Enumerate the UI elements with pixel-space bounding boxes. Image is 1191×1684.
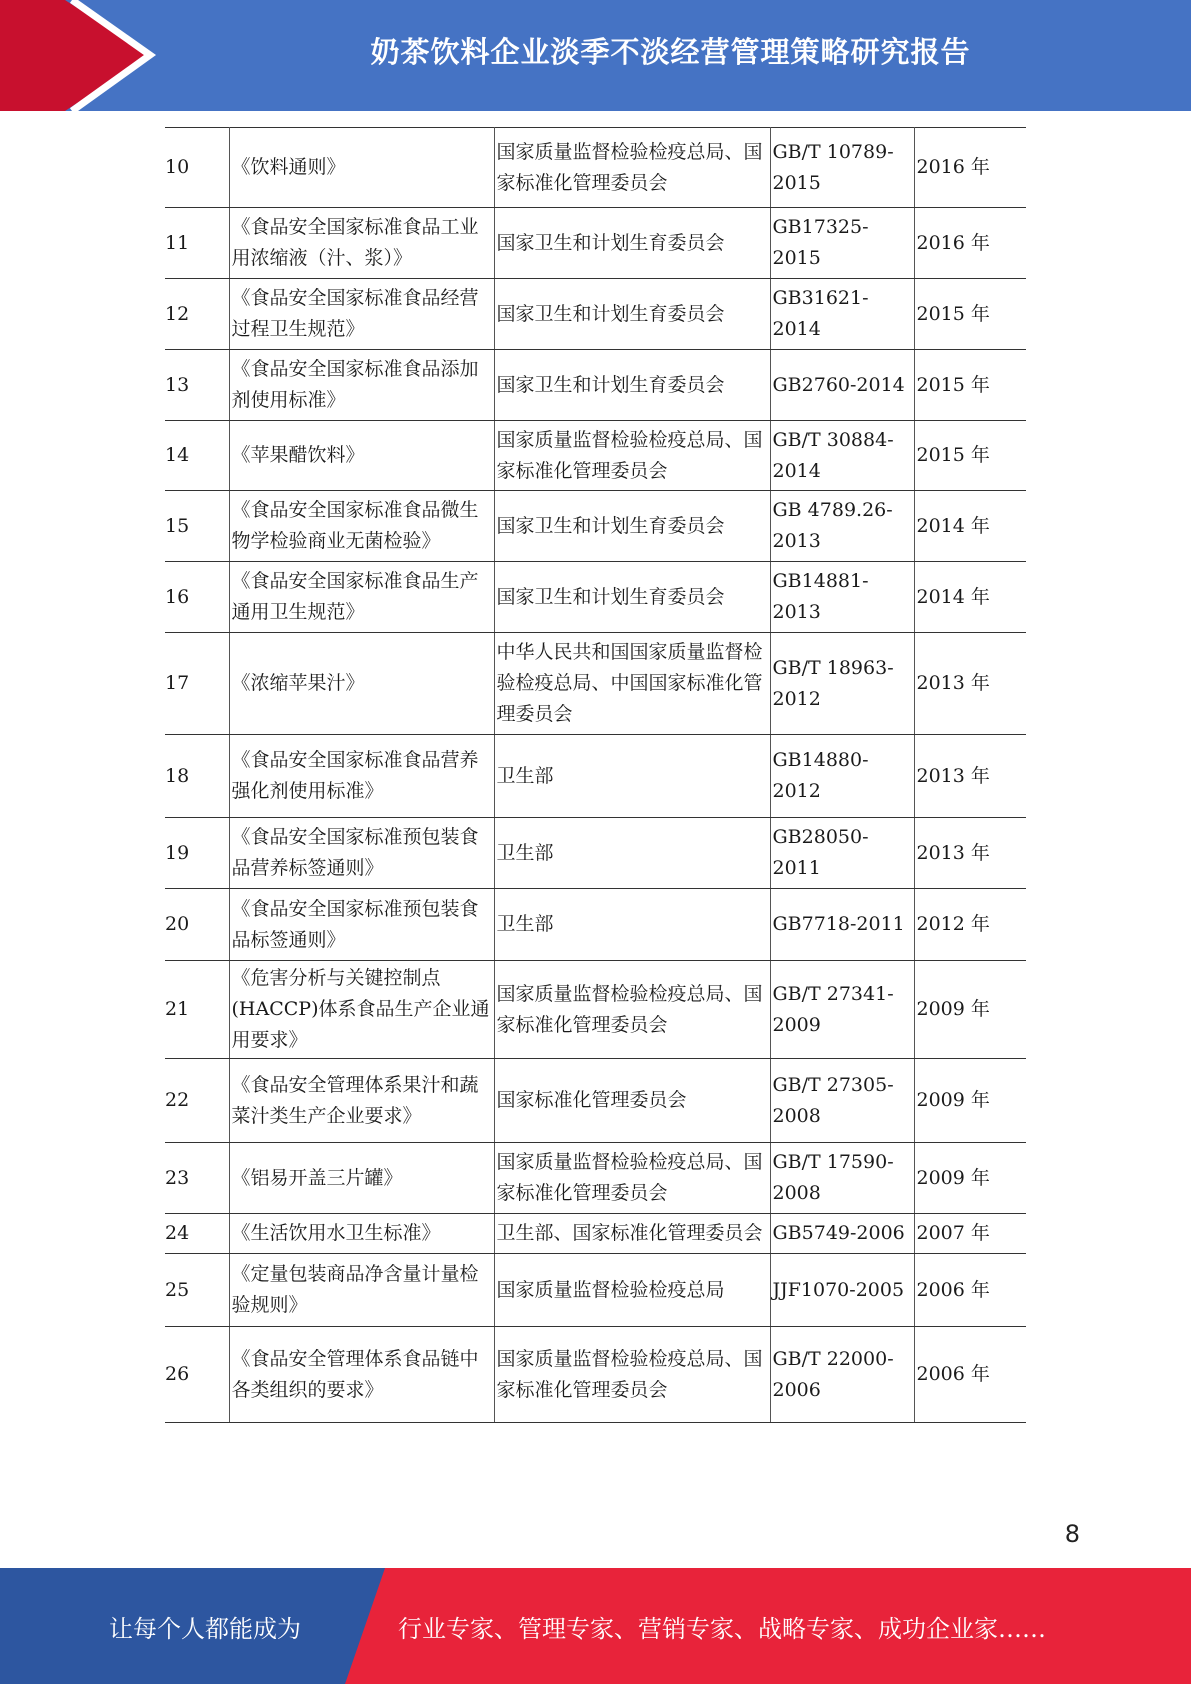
standard-name: 《铝易开盖三片罐》 [229,1143,494,1214]
implementation-year: 2009 年 [914,961,1026,1059]
standard-name: 《食品安全国家标准食品添加剂使用标准》 [229,350,494,421]
table-row [165,1143,1026,1214]
standard-name: 《食品安全国家标准食品经营过程卫生规范》 [229,279,494,350]
table-row [165,562,1026,633]
standard-code: GB5749-2006 [770,1214,914,1254]
standard-name: 《食品安全国家标准食品营养强化剂使用标准》 [229,735,494,818]
implementation-year: 2015 年 [914,350,1026,421]
issuing-authority: 国家卫生和计划生育委员会 [494,562,770,633]
standard-code: GB/T 27305-2008 [770,1059,914,1143]
standard-code: GB/T 10789-2015 [770,128,914,208]
standard-code: GB/T 17590-2008 [770,1143,914,1214]
table-row [165,128,1026,208]
row-number: 10 [165,128,229,208]
standard-name: 《危害分析与关键控制点(HACCP)体系食品生产企业通用要求》 [229,961,494,1059]
implementation-year: 2016 年 [914,208,1026,279]
issuing-authority: 国家质量监督检验检疫总局、国家标准化管理委员会 [494,421,770,491]
issuing-authority: 国家质量监督检验检疫总局、国家标准化管理委员会 [494,961,770,1059]
standard-name: 《食品安全国家标准食品生产通用卫生规范》 [229,562,494,633]
standard-code: GB7718-2011 [770,889,914,961]
standard-code: GB 4789.26-2013 [770,491,914,562]
footer-slogan-left: 让每个人都能成为 [109,1614,301,1643]
table-row [165,1327,1026,1423]
issuing-authority: 国家质量监督检验检疫总局、国家标准化管理委员会 [494,1327,770,1423]
row-number: 20 [165,889,229,961]
row-number: 12 [165,279,229,350]
standard-name: 《食品安全国家标准预包装食品营养标签通则》 [229,818,494,889]
row-number: 19 [165,818,229,889]
issuing-authority: 中华人民共和国国家质量监督检验检疫总局、中国国家标准化管理委员会 [494,633,770,735]
table-row [165,491,1026,562]
standard-code: GB/T 27341-2009 [770,961,914,1059]
row-number: 13 [165,350,229,421]
implementation-year: 2006 年 [914,1254,1026,1327]
row-number: 16 [165,562,229,633]
standard-name: 《食品安全国家标准食品工业用浓缩液（汁、浆）》 [229,208,494,279]
implementation-year: 2013 年 [914,633,1026,735]
standard-name: 《饮料通则》 [229,128,494,208]
issuing-authority: 卫生部 [494,818,770,889]
issuing-authority: 国家卫生和计划生育委员会 [494,208,770,279]
standard-name: 《食品安全国家标准食品微生物学检验商业无菌检验》 [229,491,494,562]
standard-code: GB17325-2015 [770,208,914,279]
page-header [0,0,1191,111]
standard-code: GB31621-2014 [770,279,914,350]
row-number: 23 [165,1143,229,1214]
issuing-authority: 国家标准化管理委员会 [494,1059,770,1143]
issuing-authority: 国家质量监督检验检疫总局、国家标准化管理委员会 [494,1143,770,1214]
row-number: 15 [165,491,229,562]
report-title: 奶茶饮料企业淡季不淡经营管理策略研究报告 [370,34,971,69]
table-row [165,1059,1026,1143]
implementation-year: 2016 年 [914,128,1026,208]
row-number: 26 [165,1327,229,1423]
issuing-authority: 国家卫生和计划生育委员会 [494,491,770,562]
standard-name: 《生活饮用水卫生标准》 [229,1214,494,1254]
row-number: 21 [165,961,229,1059]
implementation-year: 2013 年 [914,735,1026,818]
row-number: 11 [165,208,229,279]
row-number: 25 [165,1254,229,1327]
table-row [165,735,1026,818]
row-number: 22 [165,1059,229,1143]
row-number: 18 [165,735,229,818]
issuing-authority: 卫生部 [494,735,770,818]
issuing-authority: 卫生部 [494,889,770,961]
standard-code: GB2760-2014 [770,350,914,421]
standards-table [165,127,1026,1423]
table-row [165,1214,1026,1254]
footer-slogan-right: 行业专家、管理专家、营销专家、战略专家、成功企业家…… [398,1614,1046,1643]
standard-name: 《食品安全国家标准预包装食品标签通则》 [229,889,494,961]
row-number: 14 [165,421,229,491]
page-footer [0,1568,1191,1684]
table-row [165,279,1026,350]
implementation-year: 2014 年 [914,562,1026,633]
implementation-year: 2009 年 [914,1143,1026,1214]
issuing-authority: 国家质量监督检验检疫总局 [494,1254,770,1327]
row-number: 17 [165,633,229,735]
standard-code: GB/T 30884-2014 [770,421,914,491]
table-row [165,633,1026,735]
table-row [165,818,1026,889]
page-number: 8 [1064,1520,1080,1548]
issuing-authority: 国家卫生和计划生育委员会 [494,279,770,350]
implementation-year: 2015 年 [914,421,1026,491]
standard-name: 《浓缩苹果汁》 [229,633,494,735]
standard-code: GB/T 18963-2012 [770,633,914,735]
table-row [165,350,1026,421]
table-row [165,208,1026,279]
implementation-year: 2014 年 [914,491,1026,562]
implementation-year: 2009 年 [914,1059,1026,1143]
standard-code: GB14881-2013 [770,562,914,633]
table-row [165,1254,1026,1327]
table-row [165,421,1026,491]
implementation-year: 2015 年 [914,279,1026,350]
standard-name: 《食品安全管理体系食品链中各类组织的要求》 [229,1327,494,1423]
issuing-authority: 卫生部、国家标准化管理委员会 [494,1214,770,1254]
standard-name: 《食品安全管理体系果汁和蔬菜汁类生产企业要求》 [229,1059,494,1143]
standard-code: JJF1070-2005 [770,1254,914,1327]
issuing-authority: 国家卫生和计划生育委员会 [494,350,770,421]
implementation-year: 2006 年 [914,1327,1026,1423]
issuing-authority: 国家质量监督检验检疫总局、国家标准化管理委员会 [494,128,770,208]
standard-code: GB/T 22000-2006 [770,1327,914,1423]
table-row [165,961,1026,1059]
implementation-year: 2013 年 [914,818,1026,889]
implementation-year: 2012 年 [914,889,1026,961]
row-number: 24 [165,1214,229,1254]
standard-name: 《苹果醋饮料》 [229,421,494,491]
standard-name: 《定量包装商品净含量计量检验规则》 [229,1254,494,1327]
standard-code: GB14880-2012 [770,735,914,818]
implementation-year: 2007 年 [914,1214,1026,1254]
standard-code: GB28050-2011 [770,818,914,889]
table-row [165,889,1026,961]
